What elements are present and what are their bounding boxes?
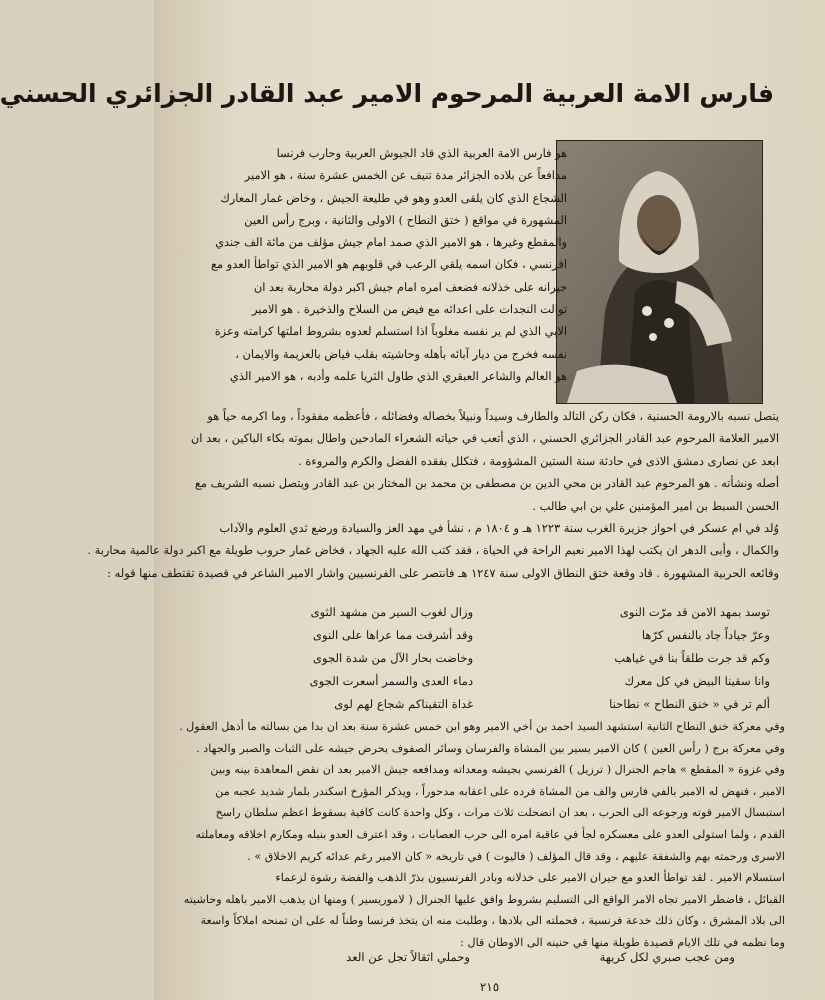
poem-verse bbox=[210, 670, 770, 693]
verse-second-half: وحملي اثقالاً تجل عن العد bbox=[346, 950, 470, 964]
section-surrender-line: استسلام الامير . لقد تواطأ العدو مع جيران الامير على خذلانه وبادر الفرنسيون بذرّ الذهب والفضة رشوة لزعماء bbox=[275, 871, 785, 885]
text-line: الحسن السبط بن امير المؤمنين علي بن ابي طالب . bbox=[532, 498, 779, 513]
text-line: القدم ، ولما استولى العدو على معسكره لجأ في عاقبة امره الى حرب العصابات ، وقد اعترف العدو بنبله ومكارم اخلاقه ومعاملته bbox=[195, 827, 785, 841]
text-line: نفسه فخرج من ديار آبائه بأهله وحاشيته بقلب فياض بالعزيمة والايمان ، bbox=[235, 346, 567, 361]
text-line: القبائل ، فاضطر الامير تجاه الامر الواقع الى التسليم بشروط وافق عليها الجنرال ( لاموريسير ) ومنها ان يذهب الامير باهله وحاشيته bbox=[183, 892, 785, 906]
poem-verse bbox=[235, 946, 735, 968]
text-line: استبسال الامير قوته ورجوعه الى الحرب ، بعد ان انضحلت ثلاث مرات ، وكل واحدة كانت كافية بسقوط اعظم سلطان راسخ bbox=[215, 806, 785, 820]
poem-verse bbox=[210, 624, 770, 647]
text-line: والكمال ، وأبى الدهر ان يكتب لهذا الامير نعيم الراحة في الحياة ، فقد كتب الله عليه الجهاد ، فخاض غمار حروب طويلة مع اكبر دولة عالمية محاربة . bbox=[87, 543, 779, 558]
text-line: الشجاع الذي كان يلقى العدو وهو في طليعة الجيش ، وخاض غمار المعارك bbox=[220, 190, 567, 205]
text-line: وما نظمه في تلك الايام قصيدة طويلة منها في حنينه الى الاوطان قال : bbox=[460, 935, 785, 949]
text-line: وُلد في ام عسكر في احواز جزيرة الغرب سنة ١٢٢٣ هـ و ١٨٠٤ م ، نشأ في مهد العز والسيادة ورضع ثدي العلوم والآداب bbox=[219, 521, 779, 536]
poem-block bbox=[210, 601, 770, 716]
text-line: المشهورة في مواقع ( ختق النطاح ) الاولى والثانية ، وبرج رأس العين bbox=[244, 212, 567, 227]
text-line: مدافعاً عن بلاده الجزائر مدة تنيف عن الخمس عشرة سنة ، هو الامير bbox=[244, 168, 567, 183]
text-line: وفي معركة برج ( رأس العين ) كان الامير يسير بين المشاة والفرسان وسائر الصفوف يحرض جيشه على الثبات والصبر والجهاد . bbox=[196, 741, 785, 755]
poem-verse bbox=[210, 601, 770, 624]
verse-first-half: ومن عجب صبري لكل كريهة bbox=[599, 950, 735, 964]
verse-second-half: وقد أشرفت مما عراها على النوى bbox=[312, 628, 474, 642]
text-line: وفي معركة خنق النطاح الثانية استشهد السيد احمد بن أخي الامير وهو ابن خمس عشرة سنة بعد ان بدا من بسالته ما أذهل العقول . bbox=[179, 720, 785, 733]
text-line: والمقطع وغيرها ، هو الامير الذي صمد امام جيش مؤلف من مائة الف جندي bbox=[215, 235, 567, 250]
text-line: افرنسي ، فكان اسمه يلقي الرعب في قلوبهم هو الامير الذي تواطأ العدو مع bbox=[210, 257, 567, 272]
verse-second-half: غداة التقيناكم شجاع لهم لوى bbox=[334, 697, 474, 711]
closing-verse bbox=[235, 946, 735, 968]
verse-second-half: وخاضت بحار الآل من شدة الجوى bbox=[312, 651, 474, 665]
text-line: الامير العلامة المرحوم عبد القادر الجزائري الحسني ، الذي أتعب في حياته الشعراء المادحين واطال بموته بكاء الباكين ، بعد ان bbox=[190, 431, 779, 446]
page-number: ٢١٥ bbox=[479, 980, 500, 994]
verse-first-half: وعرّ جياداً جاد بالنفس كرّها bbox=[641, 628, 770, 642]
verse-second-half: دماء العدى والسمر أسعرت الجوى bbox=[309, 674, 474, 688]
text-line: توالت النجدات على اعدائه مع فيض من السلاح والذخيرة . هو الامير bbox=[252, 302, 567, 317]
section-battles-line: وقائعه الحربية المشهورة . قاد وقعة ختق النطاق الاولى سنة ١٢٤٧ هـ فانتصر على الفرنسيين واشار الامير الشاعر في قصيدة تقتطف منها قوله : bbox=[107, 565, 779, 580]
verse-first-half: وكم قد جرت طلقاً بنا في غياهب bbox=[614, 651, 770, 665]
text-line: هو فارس الامة العربية الذي قاد الجيوش العربية وحارب فرنسا bbox=[276, 146, 567, 160]
text-line: الاسرى ورحمته بهم والشفقة عليهم ، وقد قال المؤلف ( فاليوت ) في تاريخه « كان الامير رغم عدائه كريم الاخلاق » . bbox=[247, 849, 785, 863]
text-line: جيرانه على خذلانه فضعف امره امام جيش اكبر دولة محاربة بعد ان bbox=[253, 279, 567, 294]
verse-first-half: وانا سقينا البيض في كل معرك bbox=[624, 674, 770, 688]
text-line: يتصل نسبه بالارومة الحسنية ، فكان ركن التالد والطارف وسيداً ونبيلاً بخصاله وفضائله ، فأعظمه مفقوداً ، وما اكرمه حياً هو bbox=[207, 409, 779, 423]
text-line: الابي الذي لم ير نفسه مغلوباً اذا استسلم لعدوه بشروط املتها كرامته وعزة bbox=[214, 324, 567, 339]
text-line: هو العالم والشاعر العبقري الذي طاول الثريا علمه وأدبه ، هو الامير الذي bbox=[229, 368, 567, 383]
page-title: فارس الامة العربية المرحوم الامير عبد القادر الجزائري الحسني bbox=[0, 79, 774, 108]
verse-first-half: ألم تر في « خنق النطاح » نطاحنا bbox=[609, 697, 770, 711]
verse-second-half: وزال لغوب السير من مشهد الثوى bbox=[310, 605, 474, 619]
text-line: ابعد عن نصارى دمشق الاذى في حادثة سنة الستين المشؤومة ، فتكلل بفقده الفضل والكرم والمروءة . bbox=[298, 453, 779, 468]
portrait-photo bbox=[556, 140, 763, 404]
text-line: الامير ، فنهض له الامير بالفي فارس والف من المشاة فرده على اعقابه مدحوراً ، ويذكر المؤرخ اسكندر بلمار شديد عجبه من bbox=[215, 784, 785, 798]
poem-verse bbox=[210, 693, 770, 716]
verse-first-half: توسد بمهد الامن قد مرّت النوى bbox=[619, 605, 770, 619]
section-origin-line: أصله ونشأته . هو المرحوم عبد القادر بن محي الدين بن مصطفى بن محمد بن المختار بن عبد القادر ويتصل نسبه الشريف مع bbox=[194, 476, 779, 491]
poem-verse bbox=[210, 647, 770, 670]
body-paragraph bbox=[87, 405, 779, 584]
text-line: وفي غزوة « المقطع » هاجم الجنرال ( ترزيل ) الفرنسي بجيشه ومعداته ومدافعه جيش الامير بعد ان نقض المعاهدة بينه وبين bbox=[210, 763, 785, 777]
text-line: الى بلاد المشرق ، وكان ذلك خدعة فرنسية ، فحملته الى بلادها ، وطلبت منه ان يتخذ فرنسا وطناً له على ان تمنحه املاكاً واسعة bbox=[200, 914, 785, 928]
body-paragraph-2 bbox=[179, 716, 785, 954]
intro-paragraph bbox=[210, 142, 567, 387]
